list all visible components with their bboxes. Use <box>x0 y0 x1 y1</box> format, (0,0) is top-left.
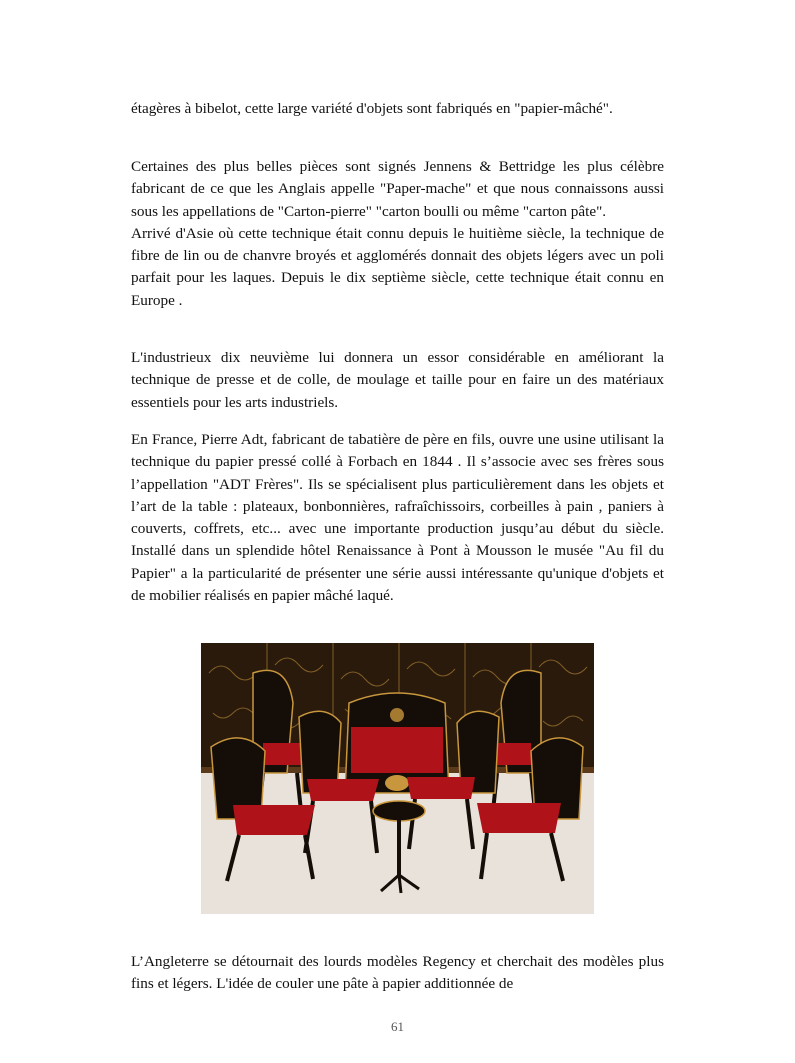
paragraph-text: Arrivé d'Asie où cette technique était connu depuis le huitième siècle, la technique de fibre de lin ou de chanvre broyés et agglomérés donnait des objets légers avec un poli parfait pour les laques. Depuis le dix septième siècle, cette technique était connu en Europe . <box>131 224 664 309</box>
paragraph-5 <box>131 951 664 996</box>
paragraph-text: étagères à bibelot, cette large variété d'objets sont fabriqués en "papier-mâché". <box>131 100 613 117</box>
paragraph-4 <box>131 429 664 607</box>
paragraph-text: Certaines des plus belles pièces sont signés Jennens & Bettridge les plus célèbre fabricant de ce que les Anglais appelle "Paper-mache" et que nous connaissons aussi sous les appellations de "Carton-pierre" "carton boulli ou même "carton pâte". <box>131 158 664 220</box>
paragraph-text: En France, Pierre Adt, fabricant de tabatière de père en fils, ouvre une usine utilisant la technique du papier pressé collé à Forbach en 1844 . Il s’associe avec ses frères sous l’appellation "ADT Frères". Ils se spécialisent plus particulièrement dans les objets et l’art de la table : plateaux, bonbonnières, rafraîchissoirs, corbeilles à pain , paniers à couverts, coffrets, etc... avec une importante production jusqu’au début du siècle. Installé dans un splendide hôtel Renaissance à Pont à Mousson le musée "Au fil du Papier" a la particularité de présenter une série aussi intéressante qu'unique d'objets et de mobilier réalisés en papier mâché laqué. <box>131 431 664 605</box>
furniture-photo <box>201 643 594 914</box>
paragraph-1 <box>131 98 664 120</box>
paragraph-text: L’Angleterre se détournait des lourds modèles Regency et cherchait des modèles plus fins et légers. L'idée de couler une pâte à papier additionnée de <box>131 953 664 993</box>
paragraph-2 <box>131 156 664 312</box>
paragraph-3 <box>131 347 664 414</box>
papier-mache-salon-set-image <box>201 643 594 914</box>
paragraph-text: L'industrieux dix neuvième lui donnera un essor considérable en améliorant la technique de presse et de colle, de moulage et taille pour en faire un des matériaux essentiels pour les arts industriels. <box>131 349 664 411</box>
page-number: 61 <box>391 1019 404 1034</box>
